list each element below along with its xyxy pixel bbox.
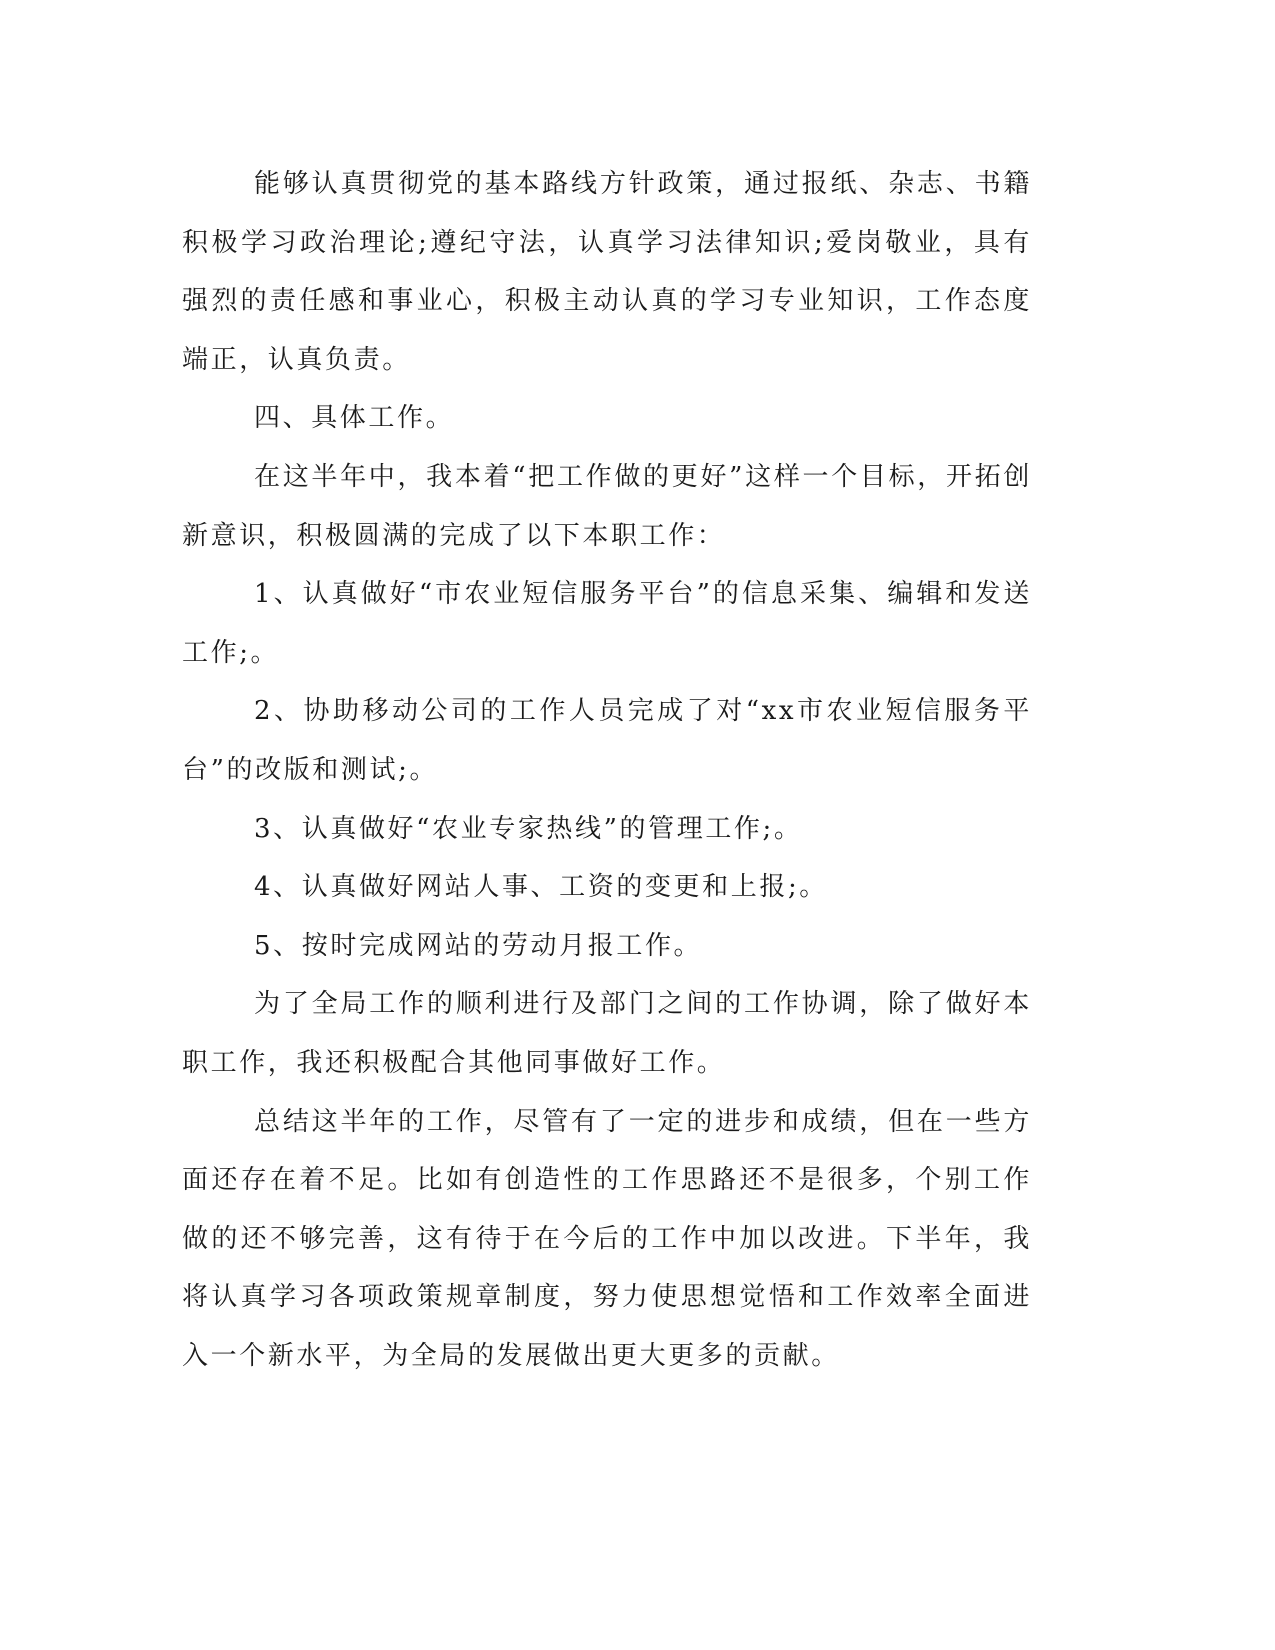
- section-heading-specific-work: 四、具体工作。: [254, 403, 455, 434]
- paragraph-half-year-goal: 在这半年中，我本着“把工作做的更好”这样一个目标，开拓创新意识，积极圆满的完成了以下本职工作：: [182, 461, 1032, 551]
- paragraph-political-study: 能够认真贯彻党的基本路线方针政策，通过报纸、杂志、书籍积极学习政治理论;遵纪守法，认真学习法律知识;爱岗敬业，具有强烈的责任感和事业心，积极主动认真的学习专业知识，工作态度端正，认真负责。: [182, 169, 1032, 375]
- list-item-platform-revision: 2、协助移动公司的工作人员完成了对“xx市农业短信服务平台”的改版和测试;。: [182, 696, 1032, 785]
- list-item-sms-platform: 1、认真做好“市农业短信服务平台”的信息采集、编辑和发送工作;。: [182, 579, 1032, 668]
- list-item-personnel-wages: 4、认真做好网站人事、工资的变更和上报;。: [254, 872, 828, 903]
- list-item-expert-hotline: 3、认真做好“农业专家热线”的管理工作;。: [254, 813, 803, 844]
- paragraph-coordination: 为了全局工作的顺利进行及部门之间的工作协调，除了做好本职工作，我还积极配合其他同事做好工作。: [182, 989, 1032, 1078]
- list-item-monthly-report: 5、按时完成网站的劳动月报工作。: [254, 930, 703, 961]
- document-body: [182, 155, 1032, 1385]
- paragraph-summary: 总结这半年的工作，尽管有了一定的进步和成绩，但在一些方面还存在着不足。比如有创造性的工作思路还不是很多，个别工作做的还不够完善，这有待于在今后的工作中加以改进。下半年，我将认真学习各项政策规章制度，努力使思想觉悟和工作效率全面进入一个新水平，为全局的发展做出更大更多的贡献。: [182, 1106, 1032, 1371]
